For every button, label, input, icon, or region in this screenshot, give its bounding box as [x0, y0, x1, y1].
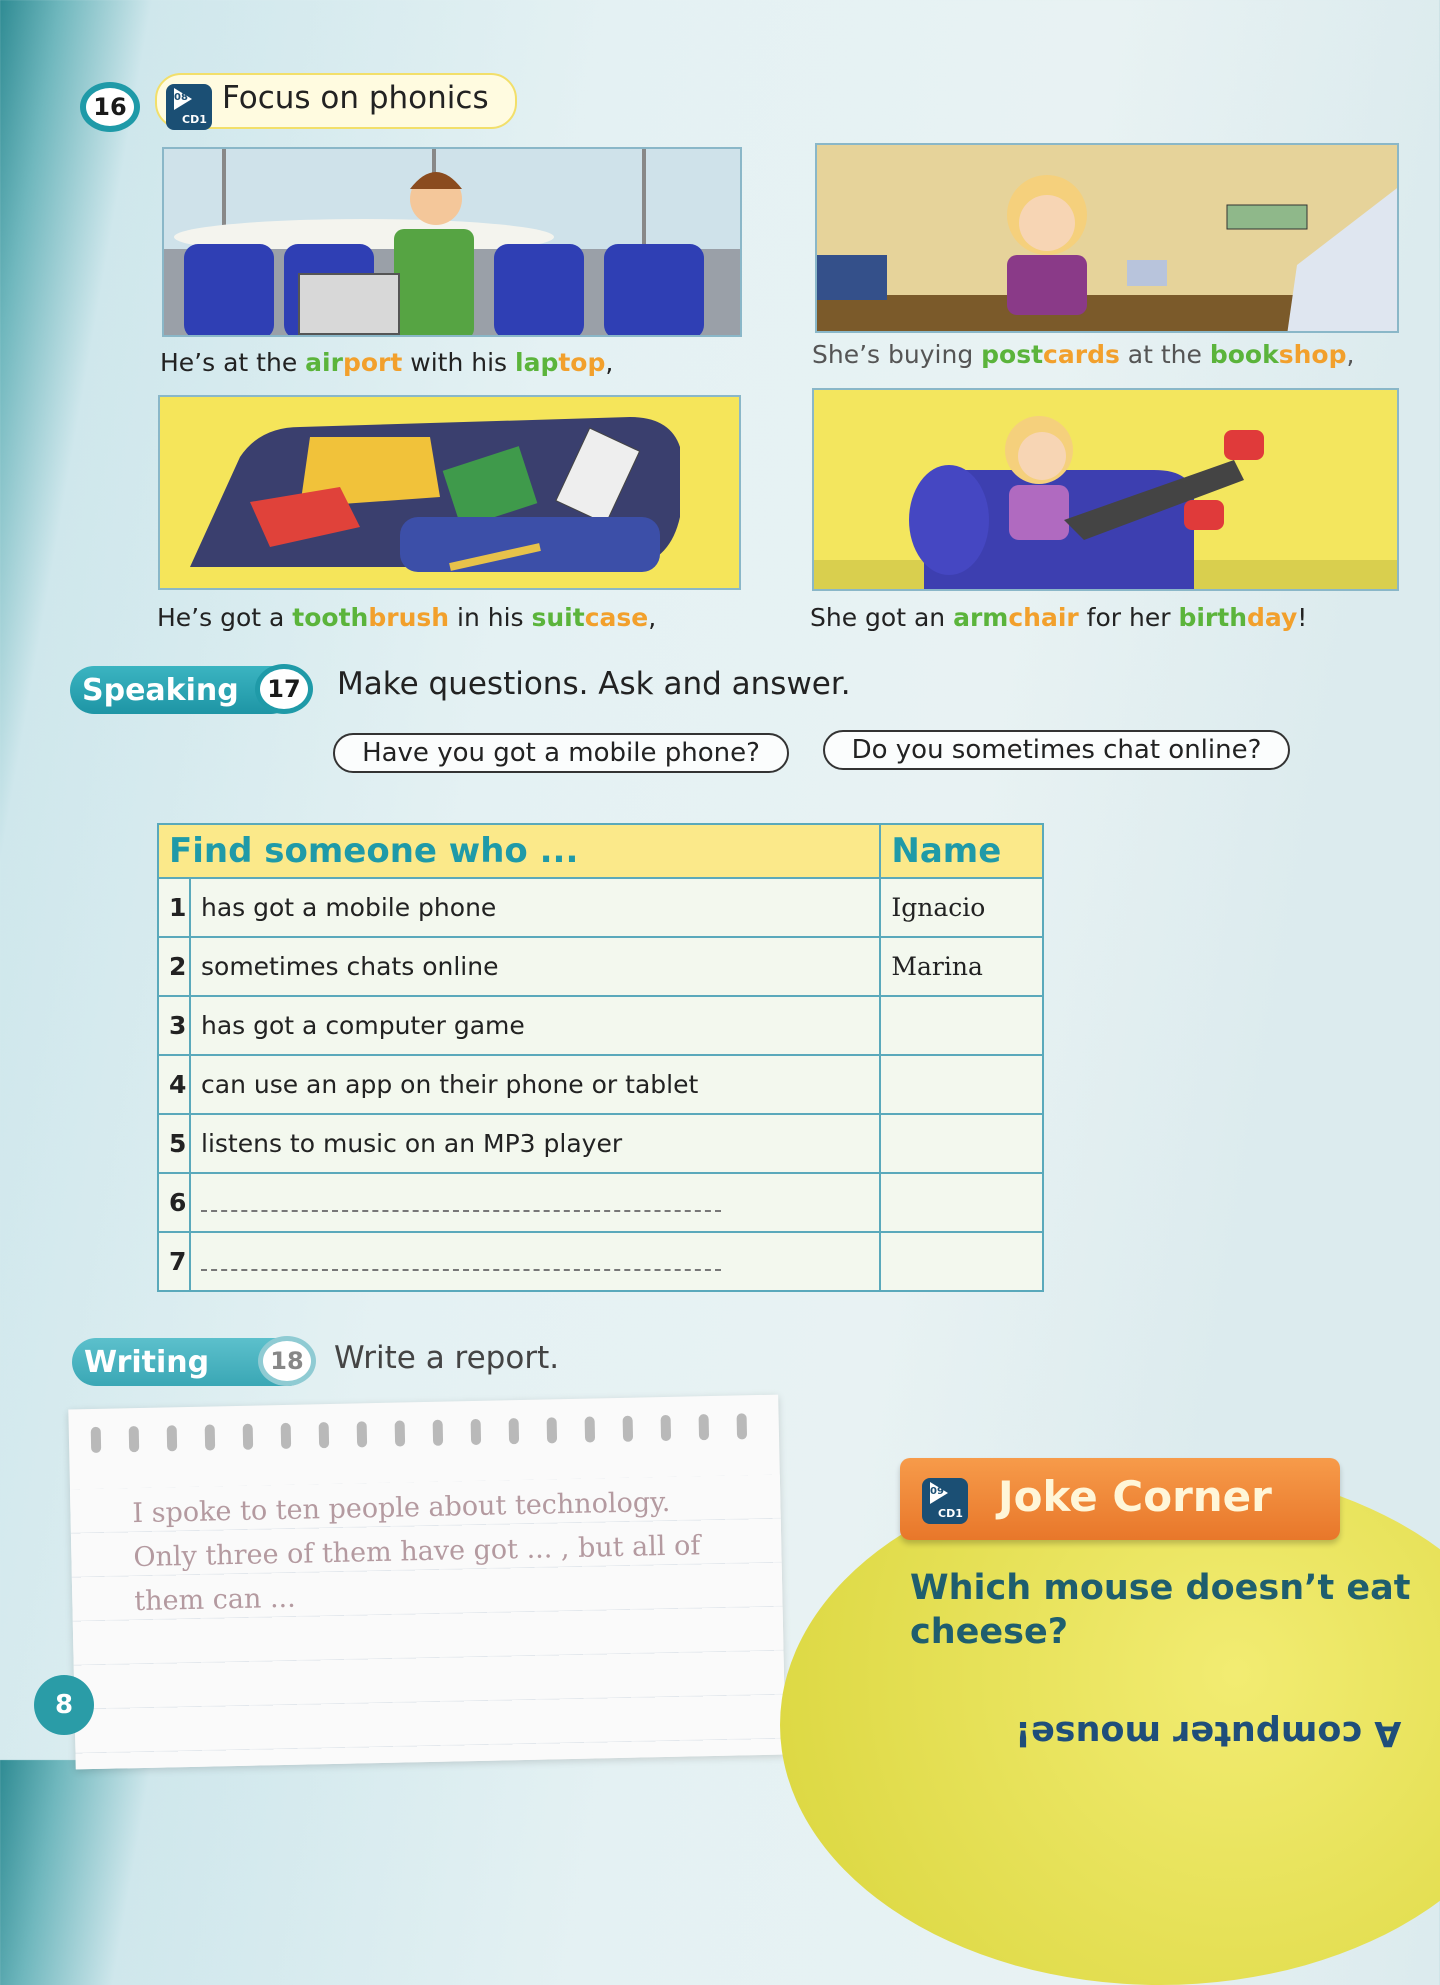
spiral-ring-icon — [91, 1427, 102, 1453]
dashed-line — [201, 1247, 721, 1271]
dashed-line — [201, 1188, 721, 1212]
spiral-ring-icon — [509, 1418, 520, 1444]
speaking-instruction: Make questions. Ask and answer. — [337, 666, 851, 702]
spiral-ring-icon — [167, 1425, 178, 1451]
spiral-ring-icon — [623, 1416, 634, 1442]
table-row: 2 sometimes chats online Marina — [158, 937, 1043, 996]
speech-bubble-mobile-phone: Have you got a mobile phone? — [333, 733, 789, 773]
spiral-ring-icon — [319, 1422, 330, 1448]
joke-corner-title: Joke Corner — [998, 1472, 1272, 1521]
airport-illustration — [162, 147, 742, 337]
spiral-ring-icon — [205, 1424, 216, 1450]
blank-answer-line[interactable] — [190, 1173, 880, 1232]
writing-label: Writing — [72, 1338, 312, 1386]
table-row: 6 — [158, 1173, 1043, 1232]
spiral-ring-icon — [547, 1417, 558, 1443]
name-cell[interactable] — [880, 1114, 1043, 1173]
joke-answer-upside-down: A computer mouse! — [1015, 1713, 1402, 1753]
suitcase-illustration — [158, 395, 741, 590]
notepad — [68, 1395, 785, 1770]
spiral-ring-icon — [281, 1423, 292, 1449]
writing-number: 18 — [258, 1336, 316, 1386]
table-row: 7 — [158, 1232, 1043, 1291]
caption-airport: He’s at the airport with his laptop, — [160, 348, 614, 377]
spiral-ring-icon — [585, 1416, 596, 1442]
exercise-number: 16 — [80, 82, 140, 132]
spiral-ring-icon — [129, 1426, 140, 1452]
name-cell[interactable] — [880, 1055, 1043, 1114]
caption-armchair: She got an armchair for her birthday! — [810, 603, 1308, 632]
spiral-ring-icon — [395, 1420, 406, 1446]
speaking-label: Speaking — [70, 666, 295, 714]
speech-bubble-chat-online: Do you sometimes chat online? — [823, 730, 1290, 770]
note-text-line: them can ... — [134, 1582, 296, 1618]
find-someone-table — [157, 823, 1044, 1292]
spiral-ring-icon — [699, 1414, 710, 1440]
section-title: Focus on phonics — [222, 80, 489, 116]
joke-question: Which mouse doesn’t eat cheese? — [910, 1568, 1411, 1652]
table-row: 3 has got a computer game — [158, 996, 1043, 1055]
name-cell[interactable]: Marina — [880, 937, 1043, 996]
table-row: 1 has got a mobile phone Ignacio — [158, 878, 1043, 937]
spiral-ring-icon — [433, 1420, 444, 1446]
note-text-line: I spoke to ten people about technology. — [132, 1486, 671, 1530]
writing-instruction: Write a report. — [334, 1340, 560, 1376]
armchair-illustration — [812, 388, 1399, 591]
spiral-ring-icon — [661, 1415, 672, 1441]
table-row: 5 listens to music on an MP3 player — [158, 1114, 1043, 1173]
bookshop-illustration — [815, 143, 1399, 333]
name-cell[interactable] — [880, 996, 1043, 1055]
spiral-ring-icon — [471, 1419, 482, 1445]
name-cell[interactable]: Ignacio — [880, 878, 1043, 937]
table-row: 4 can use an app on their phone or tablet — [158, 1055, 1043, 1114]
name-cell[interactable] — [880, 1173, 1043, 1232]
blank-answer-line[interactable] — [190, 1232, 880, 1291]
audio-track-icon[interactable]: 09 CD1 — [922, 1478, 968, 1524]
spiral-ring-icon — [357, 1421, 368, 1447]
table-header-find: Find someone who ... — [158, 824, 880, 878]
table-header-name: Name — [880, 824, 1043, 878]
audio-track-icon[interactable]: 08 CD1 — [166, 84, 212, 130]
caption-suitcase: He’s got a toothbrush in his suitcase, — [157, 603, 657, 632]
name-cell[interactable] — [880, 1232, 1043, 1291]
speaking-number: 17 — [255, 664, 313, 714]
page-number: 8 — [34, 1675, 94, 1735]
note-text-line: Only three of them have got ... , but all of — [133, 1530, 701, 1574]
spiral-ring-icon — [243, 1424, 254, 1450]
caption-bookshop: She’s buying postcards at the bookshop, — [812, 340, 1355, 369]
spiral-ring-icon — [737, 1413, 748, 1439]
